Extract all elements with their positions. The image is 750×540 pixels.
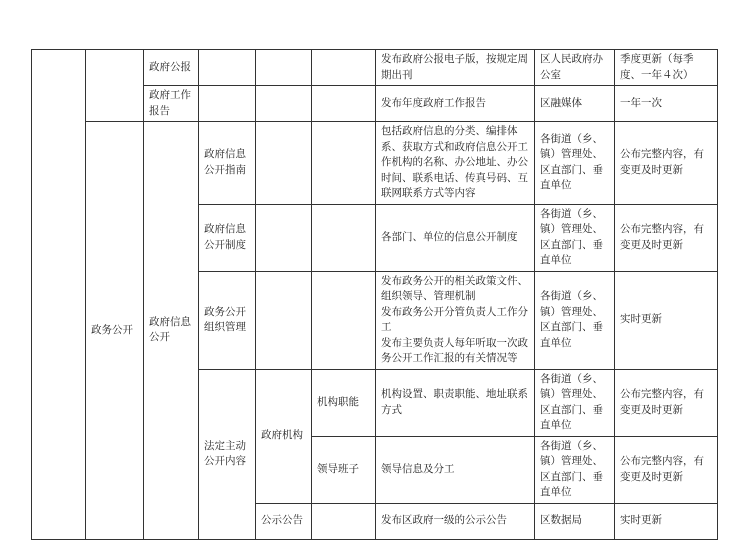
responsible-cell: 区融媒体 xyxy=(535,86,615,122)
blank-category-cell xyxy=(86,50,144,122)
empty-cell xyxy=(256,204,312,271)
group-cell: 政府机构 xyxy=(256,369,312,503)
responsible-cell: 各街道（乡、镇）管理处、区直部门、垂直单位 xyxy=(535,436,615,503)
item-cell: 政府公报 xyxy=(144,50,199,86)
frequency-cell: 公布完整内容，有变更及时更新 xyxy=(615,122,718,205)
detail-cell: 领导班子 xyxy=(312,436,376,503)
content-cell xyxy=(376,271,535,369)
item-cell: 政府信息公开 xyxy=(144,122,199,540)
detail-cell: 机构职能 xyxy=(312,369,376,436)
content-cell: 发布区政府一级的公示公告 xyxy=(376,503,535,539)
responsible-cell: 各街道（乡、镇）管理处、区直部门、垂直单位 xyxy=(535,271,615,369)
content-cell: 各部门、单位的信息公开制度 xyxy=(376,204,535,271)
group-cell: 公示公告 xyxy=(256,503,312,539)
subitem-cell: 政府信息公开指南 xyxy=(199,122,256,205)
table-row xyxy=(32,50,718,86)
empty-cell xyxy=(312,204,376,271)
responsible-cell: 各街道（乡、镇）管理处、区直部门、垂直单位 xyxy=(535,369,615,436)
disclosure-catalog-table xyxy=(31,49,718,540)
category-cell: 政务公开 xyxy=(86,122,144,540)
content-cell: 领导信息及分工 xyxy=(376,436,535,503)
frequency-cell: 公布完整内容，有变更及时更新 xyxy=(615,436,718,503)
empty-cell xyxy=(199,86,256,122)
responsible-cell: 区人民政府办公室 xyxy=(535,50,615,86)
table-row xyxy=(32,122,718,205)
frequency-cell: 公布完整内容，有变更及时更新 xyxy=(615,204,718,271)
item-cell: 政府工作报告 xyxy=(144,86,199,122)
empty-cell xyxy=(312,503,376,539)
disclosure-catalog-sheet xyxy=(31,49,717,540)
responsible-cell: 各街道（乡、镇）管理处、区直部门、垂直单位 xyxy=(535,122,615,205)
empty-cell xyxy=(312,122,376,205)
empty-cell xyxy=(312,86,376,122)
subitem-cell: 法定主动公开内容 xyxy=(199,369,256,539)
frequency-cell: 季度更新（每季度、一年４次） xyxy=(615,50,718,86)
responsible-cell: 各街道（乡、镇）管理处、区直部门、垂直单位 xyxy=(535,204,615,271)
content-cell: 机构设置、职责职能、地址联系方式 xyxy=(376,369,535,436)
content-cell: 包括政府信息的分类、编排体系、获取方式和政府信息公开工作机构的名称、办公地址、办公时间、联系电话、传真号码、互联网联系方式等内容 xyxy=(376,122,535,205)
blank-left-cell xyxy=(32,50,86,540)
empty-cell xyxy=(256,86,312,122)
content-line: 发布政务公开分管负责人工作分工 xyxy=(381,305,528,333)
frequency-cell: 公布完整内容，有变更及时更新 xyxy=(615,369,718,436)
content-cell: 发布年度政府工作报告 xyxy=(376,86,535,122)
content-line: 发布政务公开的相关政策文件、组织领导、管理机制 xyxy=(381,274,528,302)
empty-cell xyxy=(256,122,312,205)
content-line: 发布主要负责人每年听取一次政务公开工作汇报的有关情况等 xyxy=(381,336,528,364)
frequency-cell: 实时更新 xyxy=(615,503,718,539)
empty-cell xyxy=(256,271,312,369)
empty-cell xyxy=(256,50,312,86)
frequency-cell: 实时更新 xyxy=(615,271,718,369)
responsible-cell: 区数据局 xyxy=(535,503,615,539)
empty-cell xyxy=(312,271,376,369)
empty-cell xyxy=(312,50,376,86)
frequency-cell: 一年一次 xyxy=(615,86,718,122)
subitem-cell: 政府信息公开制度 xyxy=(199,204,256,271)
empty-cell xyxy=(199,50,256,86)
subitem-cell: 政务公开组织管理 xyxy=(199,271,256,369)
content-cell: 发布政府公报电子版，按规定周期出刊 xyxy=(376,50,535,86)
